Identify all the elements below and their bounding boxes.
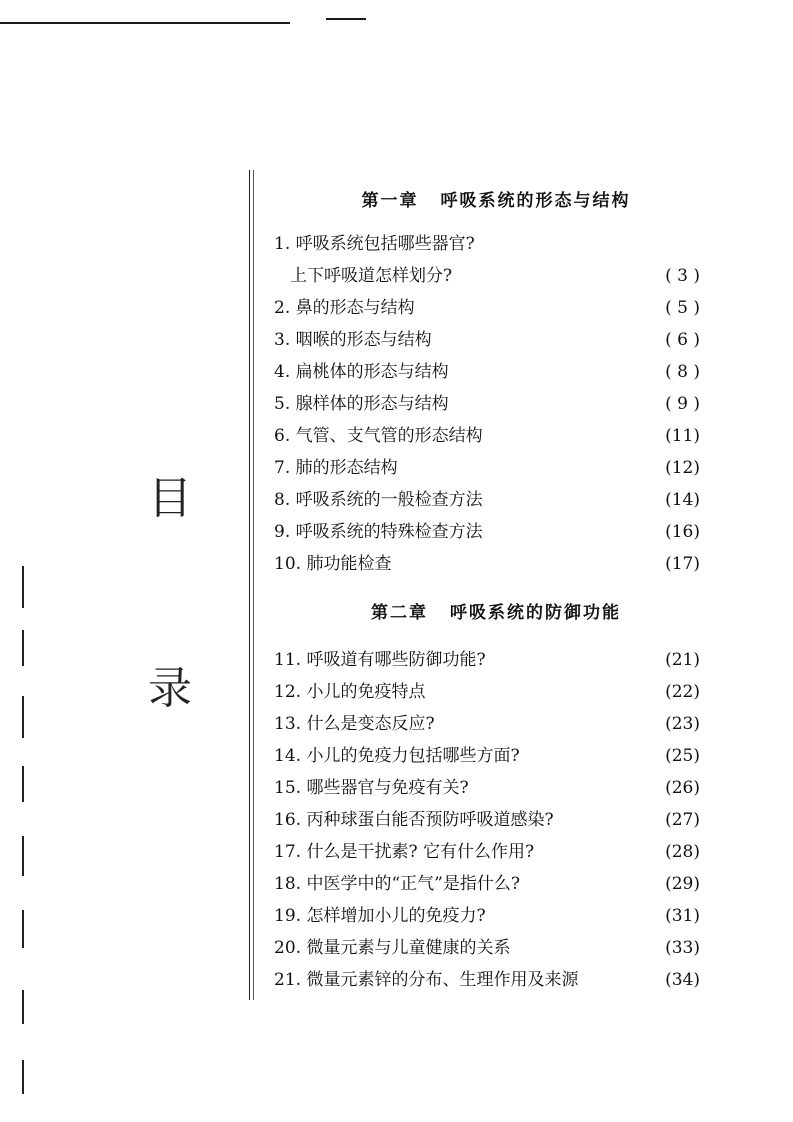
toc-entry-number: 17. [274, 842, 302, 862]
toc-entry-page: ( 9 ) [665, 394, 700, 414]
toc-entry[interactable] [274, 806, 704, 834]
side-title-char-1: 目 [148, 473, 192, 524]
toc-entry-text: 微量元素与儿童健康的关系 [306, 938, 511, 958]
toc-entry-title [274, 774, 469, 802]
toc-entry-text: 肺的形态结构 [295, 458, 398, 478]
chapter-1-number: 第一章 [361, 191, 419, 211]
toc-entry-title [274, 518, 483, 546]
toc-entry-number: 5. [274, 394, 291, 414]
toc-entry-number: 7. [274, 458, 291, 478]
toc-entry-number: 11. [274, 650, 302, 670]
chapter-1-heading [276, 186, 716, 211]
toc-entry-number: 20. [274, 938, 302, 958]
toc-entry-number: 19. [274, 906, 302, 926]
chapter-1-title: 呼吸系统的形态与结构 [440, 191, 631, 211]
toc-entry-page: (29) [665, 874, 700, 894]
chapter-2-heading [276, 598, 716, 623]
toc-entry[interactable] [274, 550, 704, 578]
toc-entry-number: 18. [274, 874, 302, 894]
toc-entry-title [274, 742, 520, 770]
toc-entry-text: 呼吸系统的一般检查方法 [295, 490, 483, 510]
toc-entry-title [274, 326, 432, 354]
toc-entry-text: 微量元素锌的分布、生理作用及来源 [306, 970, 579, 990]
toc-entry-title [274, 806, 554, 834]
toc-entry-title [274, 294, 415, 322]
toc-entry-title [274, 486, 483, 514]
toc-entry-page: ( 5 ) [665, 298, 700, 318]
toc-entry[interactable] [274, 454, 704, 482]
toc-entry-number: 14. [274, 746, 302, 766]
toc-entry-number: 9. [274, 522, 291, 542]
toc-entry-text: 丙种球蛋白能否预防呼吸道感染? [306, 810, 554, 830]
toc-entry[interactable] [274, 486, 704, 514]
toc-entry-text: 气管、支气管的形态结构 [295, 426, 483, 446]
toc-entry-number: 6. [274, 426, 291, 446]
toc-entry[interactable] [274, 390, 704, 418]
toc-entry-title [274, 550, 391, 578]
toc-entry-text: 呼吸系统包括哪些器官? [295, 234, 475, 254]
toc-entry-number: 10. [274, 554, 302, 574]
toc-entry[interactable] [274, 422, 704, 450]
toc-entry-page: (25) [665, 746, 700, 766]
toc-entry-page: (34) [665, 970, 700, 990]
toc-entry-title [274, 838, 534, 866]
margin-bar [22, 696, 24, 738]
margin-bar [22, 990, 24, 1024]
toc-entry[interactable] [274, 710, 704, 738]
toc-entry-title [274, 934, 510, 962]
toc-entry-number: 21. [274, 970, 302, 990]
toc-entry-text: 咽喉的形态与结构 [295, 330, 432, 350]
toc-entry-text: 呼吸道有哪些防御功能? [306, 650, 486, 670]
toc-entry-number: 12. [274, 682, 302, 702]
toc-entry-number: 1. [274, 234, 291, 254]
toc-entry-number: 15. [274, 778, 302, 798]
toc-entry-text: 小儿的免疫力包括哪些方面? [306, 746, 520, 766]
toc-entry-number: 4. [274, 362, 291, 382]
toc-entry-title [274, 678, 425, 706]
toc-entry[interactable] [274, 262, 704, 290]
margin-bar [22, 1060, 24, 1094]
toc-entry-text: 肺功能检查 [306, 554, 392, 574]
margin-bar [22, 910, 24, 948]
toc-entry-text: 呼吸系统的特殊检查方法 [295, 522, 483, 542]
margin-bar [22, 766, 24, 802]
toc-entry-title [274, 870, 520, 898]
toc-entry-text: 腺样体的形态与结构 [295, 394, 449, 414]
toc-entry-page: (16) [665, 522, 700, 542]
toc-left-rule-inner [253, 170, 254, 1000]
toc-entry-title [274, 710, 435, 738]
toc-entry-title [274, 454, 398, 482]
toc-entry[interactable] [274, 742, 704, 770]
chapter-2-title: 呼吸系统的防御功能 [450, 603, 621, 623]
toc-entry-page: (23) [665, 714, 700, 734]
toc-entry-page: (14) [665, 490, 700, 510]
toc-entry-text: 什么是干扰素? 它有什么作用? [306, 842, 535, 862]
toc-entry[interactable] [274, 358, 704, 386]
toc-entry-title [274, 966, 578, 994]
toc-entry-text: 怎样增加小儿的免疫力? [306, 906, 486, 926]
toc-entry-title [274, 646, 486, 674]
toc-entry-text: 鼻的形态与结构 [295, 298, 415, 318]
toc-entry-page: (17) [665, 554, 700, 574]
toc-entry-page: (28) [665, 842, 700, 862]
toc-entry-text: 扁桃体的形态与结构 [295, 362, 449, 382]
toc-entry-text: 哪些器官与免疫有关? [306, 778, 469, 798]
toc-entry-number: 2. [274, 298, 291, 318]
toc-entry-text: 什么是变态反应? [306, 714, 435, 734]
toc-entry-number: 8. [274, 490, 291, 510]
toc-left-rule [249, 170, 250, 1000]
toc-entry[interactable] [274, 966, 704, 994]
toc-entry-page: (33) [665, 938, 700, 958]
toc-entry[interactable] [274, 518, 704, 546]
toc-entry-text: 中医学中的“正气”是指什么? [306, 874, 520, 894]
chapter-2-number: 第二章 [371, 603, 428, 623]
toc-entry[interactable] [274, 870, 704, 898]
toc-entry-title [290, 262, 452, 290]
toc-entry-number: 13. [274, 714, 302, 734]
toc-entry-page: (11) [665, 426, 700, 446]
toc-entry[interactable] [274, 326, 704, 354]
toc-entry-page: (27) [665, 810, 700, 830]
toc-entry[interactable] [274, 678, 704, 706]
toc-entry-title [274, 358, 449, 386]
toc-entry-page: ( 3 ) [665, 266, 700, 286]
toc-entry-page: (31) [665, 906, 700, 926]
toc-entry[interactable] [274, 774, 704, 802]
toc-entry-page: ( 8 ) [665, 362, 700, 382]
toc-entry[interactable] [274, 294, 704, 322]
margin-bar [22, 566, 24, 608]
toc-entry[interactable] [274, 646, 704, 674]
toc-entry-number: 3. [274, 330, 291, 350]
top-rule-right [326, 18, 366, 20]
toc-entry[interactable] [274, 902, 704, 930]
toc-entry-title [274, 230, 475, 258]
toc-entry-text: 小儿的免疫特点 [306, 682, 426, 702]
side-title-char-2: 录 [148, 663, 192, 714]
toc-entry[interactable] [274, 230, 704, 258]
margin-bar [22, 836, 24, 876]
toc-entry-page: ( 6 ) [665, 330, 700, 350]
toc-entry-page: (12) [665, 458, 700, 478]
toc-entry[interactable] [274, 934, 704, 962]
toc-entry-text: 上下呼吸道怎样划分? [290, 266, 453, 286]
toc-entry-page: (21) [665, 650, 700, 670]
toc-entry-page: (22) [665, 682, 700, 702]
toc-entry-page: (26) [665, 778, 700, 798]
margin-bar [22, 630, 24, 666]
toc-entry-title [274, 902, 486, 930]
top-rule-left [0, 22, 290, 24]
toc-entry-title [274, 422, 483, 450]
toc-entry[interactable] [274, 838, 704, 866]
toc-entry-title [274, 390, 449, 418]
toc-entry-number: 16. [274, 810, 302, 830]
